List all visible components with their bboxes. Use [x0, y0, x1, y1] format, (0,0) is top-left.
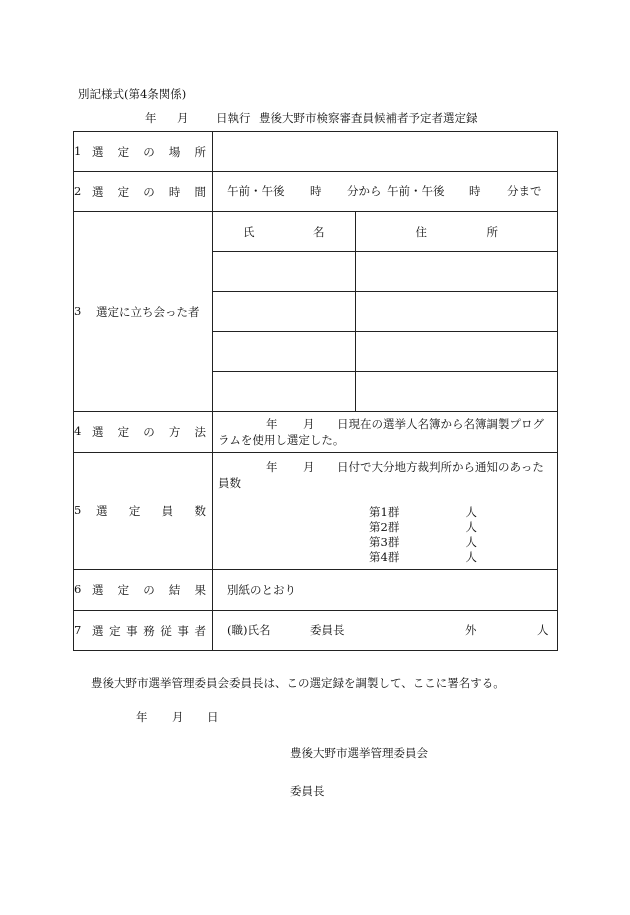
witness-header-row	[213, 212, 558, 252]
field-selection-time[interactable]	[213, 172, 558, 212]
method-text-line1: 日現在の選挙人名簿から名簿調製プログ	[337, 417, 544, 431]
field-clerical-staff[interactable]	[213, 611, 558, 651]
label-selection-result: 6 選 定 の 結 果	[74, 570, 213, 611]
minute-to: 分まで	[507, 183, 542, 198]
field-selection-result[interactable]	[213, 570, 558, 611]
witness-address-field[interactable]	[355, 292, 558, 332]
witness-row	[213, 332, 558, 372]
group-count-list	[369, 505, 557, 565]
witness-list	[213, 212, 558, 412]
group-count-item: 第3群 人	[369, 535, 477, 549]
selection-record-table	[73, 131, 558, 651]
label-witnesses: 3 選定に立ち会った者	[74, 212, 213, 412]
witness-address-field[interactable]	[355, 332, 558, 372]
staff-unit: 人	[537, 622, 549, 637]
field-selection-method[interactable]	[213, 412, 558, 453]
address-column-header: 住 所	[355, 212, 558, 252]
am-pm-end: 午前・午後	[387, 183, 445, 198]
row-selection-time	[74, 172, 558, 212]
signature-role: 委員長	[290, 784, 325, 798]
label-selection-count: 5 選 定 員 数	[74, 453, 213, 570]
heading-year: 年	[145, 111, 157, 125]
signature-organization: 豊後大野市選挙管理委員会	[290, 746, 428, 760]
form-reference: 別記様式(第4条関係)	[78, 87, 187, 101]
group-count-item: 第4群 人	[369, 550, 477, 564]
witness-name-field[interactable]	[213, 292, 355, 332]
field-selection-count[interactable]	[213, 453, 558, 570]
heading-month: 月	[177, 111, 189, 125]
am-pm-start: 午前・午後	[227, 183, 285, 198]
label-selection-time: 2 選 定 の 時 間	[74, 172, 213, 212]
staff-position: (職)氏名	[227, 622, 271, 637]
hour-start: 時	[310, 183, 322, 198]
count-year: 年	[266, 460, 278, 474]
witness-row	[213, 252, 558, 292]
signing-statement: 豊後大野市選挙管理委員会委員長は、この選定録を調製して、ここに署名する。	[91, 676, 505, 690]
row-selection-place	[74, 132, 558, 172]
label-clerical-staff: 7 選 定 事 務 従 事 者	[74, 611, 213, 651]
count-month: 月	[303, 460, 315, 474]
witness-name-field[interactable]	[213, 252, 355, 292]
minute-from: 分から	[347, 183, 382, 198]
witness-address-field[interactable]	[355, 252, 558, 292]
staff-others: 外	[465, 622, 477, 637]
row-witnesses	[74, 212, 558, 412]
row-selection-result	[74, 570, 558, 611]
witness-table	[213, 212, 558, 411]
label-selection-method: 4 選 定 の 方 法	[74, 412, 213, 453]
heading-day-exec: 日執行	[216, 111, 251, 125]
witness-name-field[interactable]	[213, 372, 355, 412]
document-title: 豊後大野市検察審査員候補者予定者選定録	[259, 111, 478, 125]
date-year: 年	[136, 710, 148, 724]
witness-row	[213, 292, 558, 332]
method-month: 月	[303, 417, 315, 431]
row-clerical-staff	[74, 611, 558, 651]
date-month: 月	[172, 710, 184, 724]
row-selection-method	[74, 412, 558, 453]
label-selection-place: 1 選 定 の 場 所	[74, 132, 213, 172]
row-selection-count	[74, 453, 558, 570]
result-value: 別紙のとおり	[227, 583, 296, 597]
count-text-line2: 員数	[218, 476, 241, 490]
field-selection-place[interactable]	[213, 132, 558, 172]
method-text-line2: ラムを使用し選定した。	[218, 433, 345, 447]
staff-chair: 委員長	[310, 622, 345, 637]
group-count-item: 第1群 人	[369, 505, 477, 519]
date-day: 日	[207, 710, 219, 724]
name-column-header: 氏 名	[243, 224, 325, 239]
witness-address-field[interactable]	[355, 372, 558, 412]
witness-row	[213, 372, 558, 412]
hour-end: 時	[469, 183, 481, 198]
witness-name-field[interactable]	[213, 332, 355, 372]
method-year: 年	[266, 417, 278, 431]
count-text-line1: 日付で大分地方裁判所から通知のあった	[337, 460, 544, 474]
group-count-item: 第2群 人	[369, 520, 477, 534]
